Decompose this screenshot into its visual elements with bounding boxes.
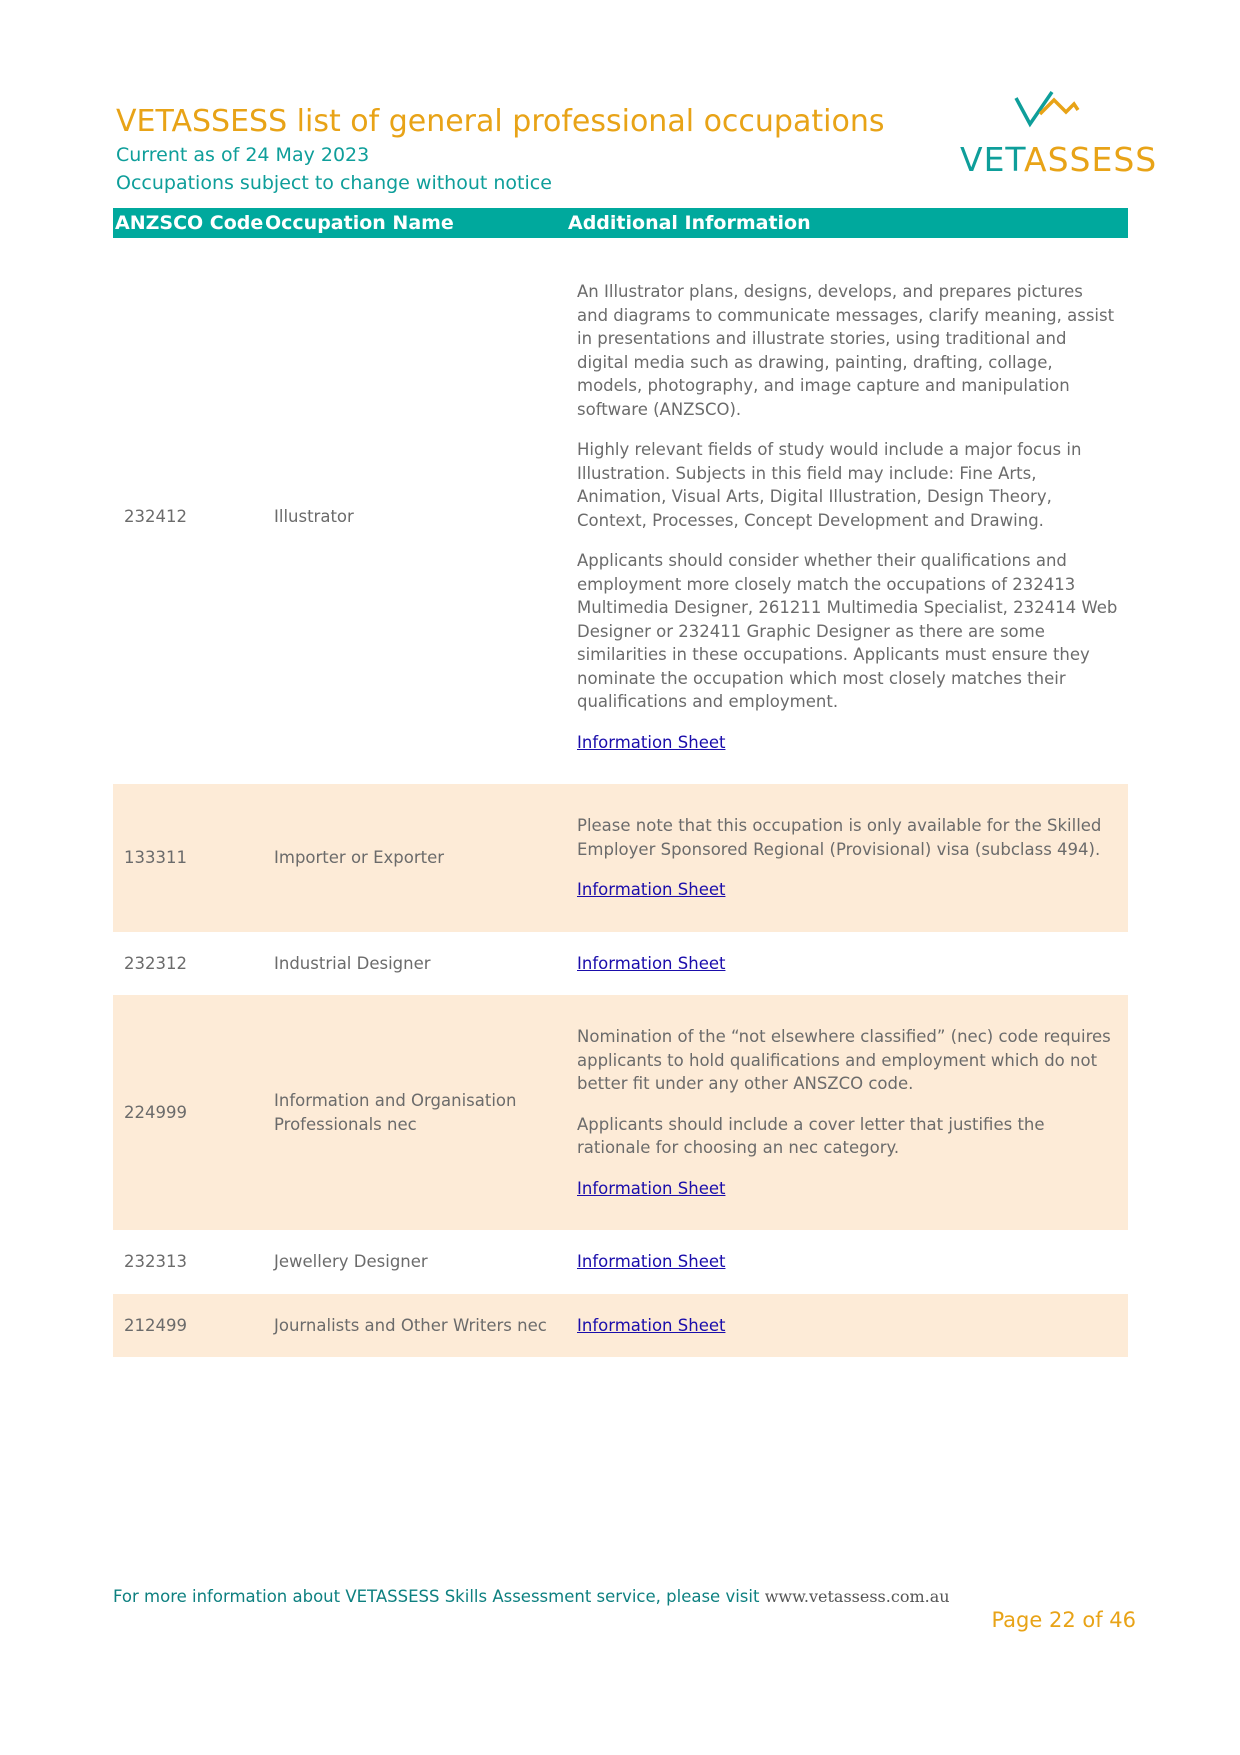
info-paragraph: Applicants should include a cover letter that justifies the rationale for choosing an nec category. [577, 1114, 1045, 1157]
table-row [113, 1294, 1128, 1358]
logo-mark-icon [1012, 88, 1082, 136]
additional-info [566, 1230, 1128, 1294]
table-row [113, 250, 1128, 784]
info-paragraph: An Illustrator plans, designs, develops, and prepares pictures and diagrams to communicate messages, clarify meaning, assist in presentations and illustrate stories, using traditional and digital media such as drawing, painting, drafting, collage, models, photography, and image capture and manipulation software (ANZSCO). [577, 282, 1115, 419]
occupation-name: Importer or Exporter [263, 784, 566, 932]
additional-info [566, 250, 1128, 784]
info-paragraph: Highly relevant fields of study would include a major focus in Illustration. Subjects in this field may include: Fine Arts, Animation, Visual Arts, Digital Illustration, Design Theory, Context, Processes, Concept Development and Drawing. [577, 440, 1082, 530]
information-sheet-link[interactable]: Information Sheet [577, 732, 726, 752]
anzsco-code: 232412 [124, 507, 187, 527]
occupations-table [113, 208, 1128, 1357]
anzsco-code: 232312 [124, 953, 187, 973]
current-date-note: Current as of 24 May 2023 [116, 144, 370, 166]
information-sheet-link[interactable]: Information Sheet [577, 953, 726, 973]
table-row [113, 1230, 1128, 1294]
anzsco-code: 133311 [113, 784, 263, 932]
occupation-name: Journalists and Other Writers nec [263, 1294, 566, 1358]
info-paragraph: Applicants should consider whether their qualifications and employment more closely match the occupations of 232413 Multimedia Designer, 261211 Multimedia Specialist, 232414 Web Designer or 232411 Graphic Designer as there are some similarities in these occupations. Applicants must ensure they nominate the occupation which most closely matches their qualifications and employment. [577, 551, 1118, 711]
anzsco-code: 212499 [113, 1294, 263, 1358]
vetassess-logo [960, 88, 1158, 179]
table-row [113, 932, 1128, 996]
occupation-name: Industrial Designer [274, 953, 431, 973]
information-sheet-link[interactable]: Information Sheet [577, 1178, 726, 1198]
additional-info [566, 995, 1128, 1230]
anzsco-code: 232313 [124, 1252, 187, 1271]
page-number: Page 22 of 46 [991, 1608, 1136, 1632]
footer-note [113, 1587, 950, 1606]
page-title: VETASSESS list of general professional occupations [116, 104, 885, 139]
occupation-name: Illustrator [274, 507, 354, 527]
table-row [113, 784, 1128, 932]
logo-wordmark: VETASSESS [960, 140, 1158, 179]
additional-info [566, 932, 1128, 996]
column-header-info: Additional Information [566, 208, 1128, 238]
table-header-row [113, 208, 1128, 238]
footer-text: For more information about VETASSESS Skills Assessment service, please visit [113, 1587, 765, 1606]
additional-info [566, 784, 1128, 932]
column-header-name: Occupation Name [263, 208, 566, 238]
info-paragraph: Nomination of the “not elsewhere classified” (nec) code requires applicants to hold qualifications and employment which do not better fit under any other ANSZCO code. [577, 1027, 1111, 1093]
footer-url-link[interactable]: www.vetassess.com.au [764, 1587, 950, 1606]
table-row [113, 995, 1128, 1230]
information-sheet-link[interactable]: Information Sheet [577, 880, 726, 899]
information-sheet-link[interactable]: Information Sheet [577, 1252, 726, 1271]
info-paragraph: Please note that this occupation is only available for the Skilled Employer Sponsored Regional (Provisional) visa (subclass 494). [577, 816, 1102, 859]
information-sheet-link[interactable]: Information Sheet [577, 1315, 726, 1335]
change-notice: Occupations subject to change without notice [116, 172, 552, 194]
occupation-name: Jewellery Designer [274, 1252, 428, 1271]
column-header-code: ANZSCO Code [113, 208, 263, 238]
occupation-name: Information and Organisation Professionals nec [263, 995, 566, 1230]
anzsco-code: 224999 [113, 995, 263, 1230]
additional-info [566, 1294, 1128, 1358]
